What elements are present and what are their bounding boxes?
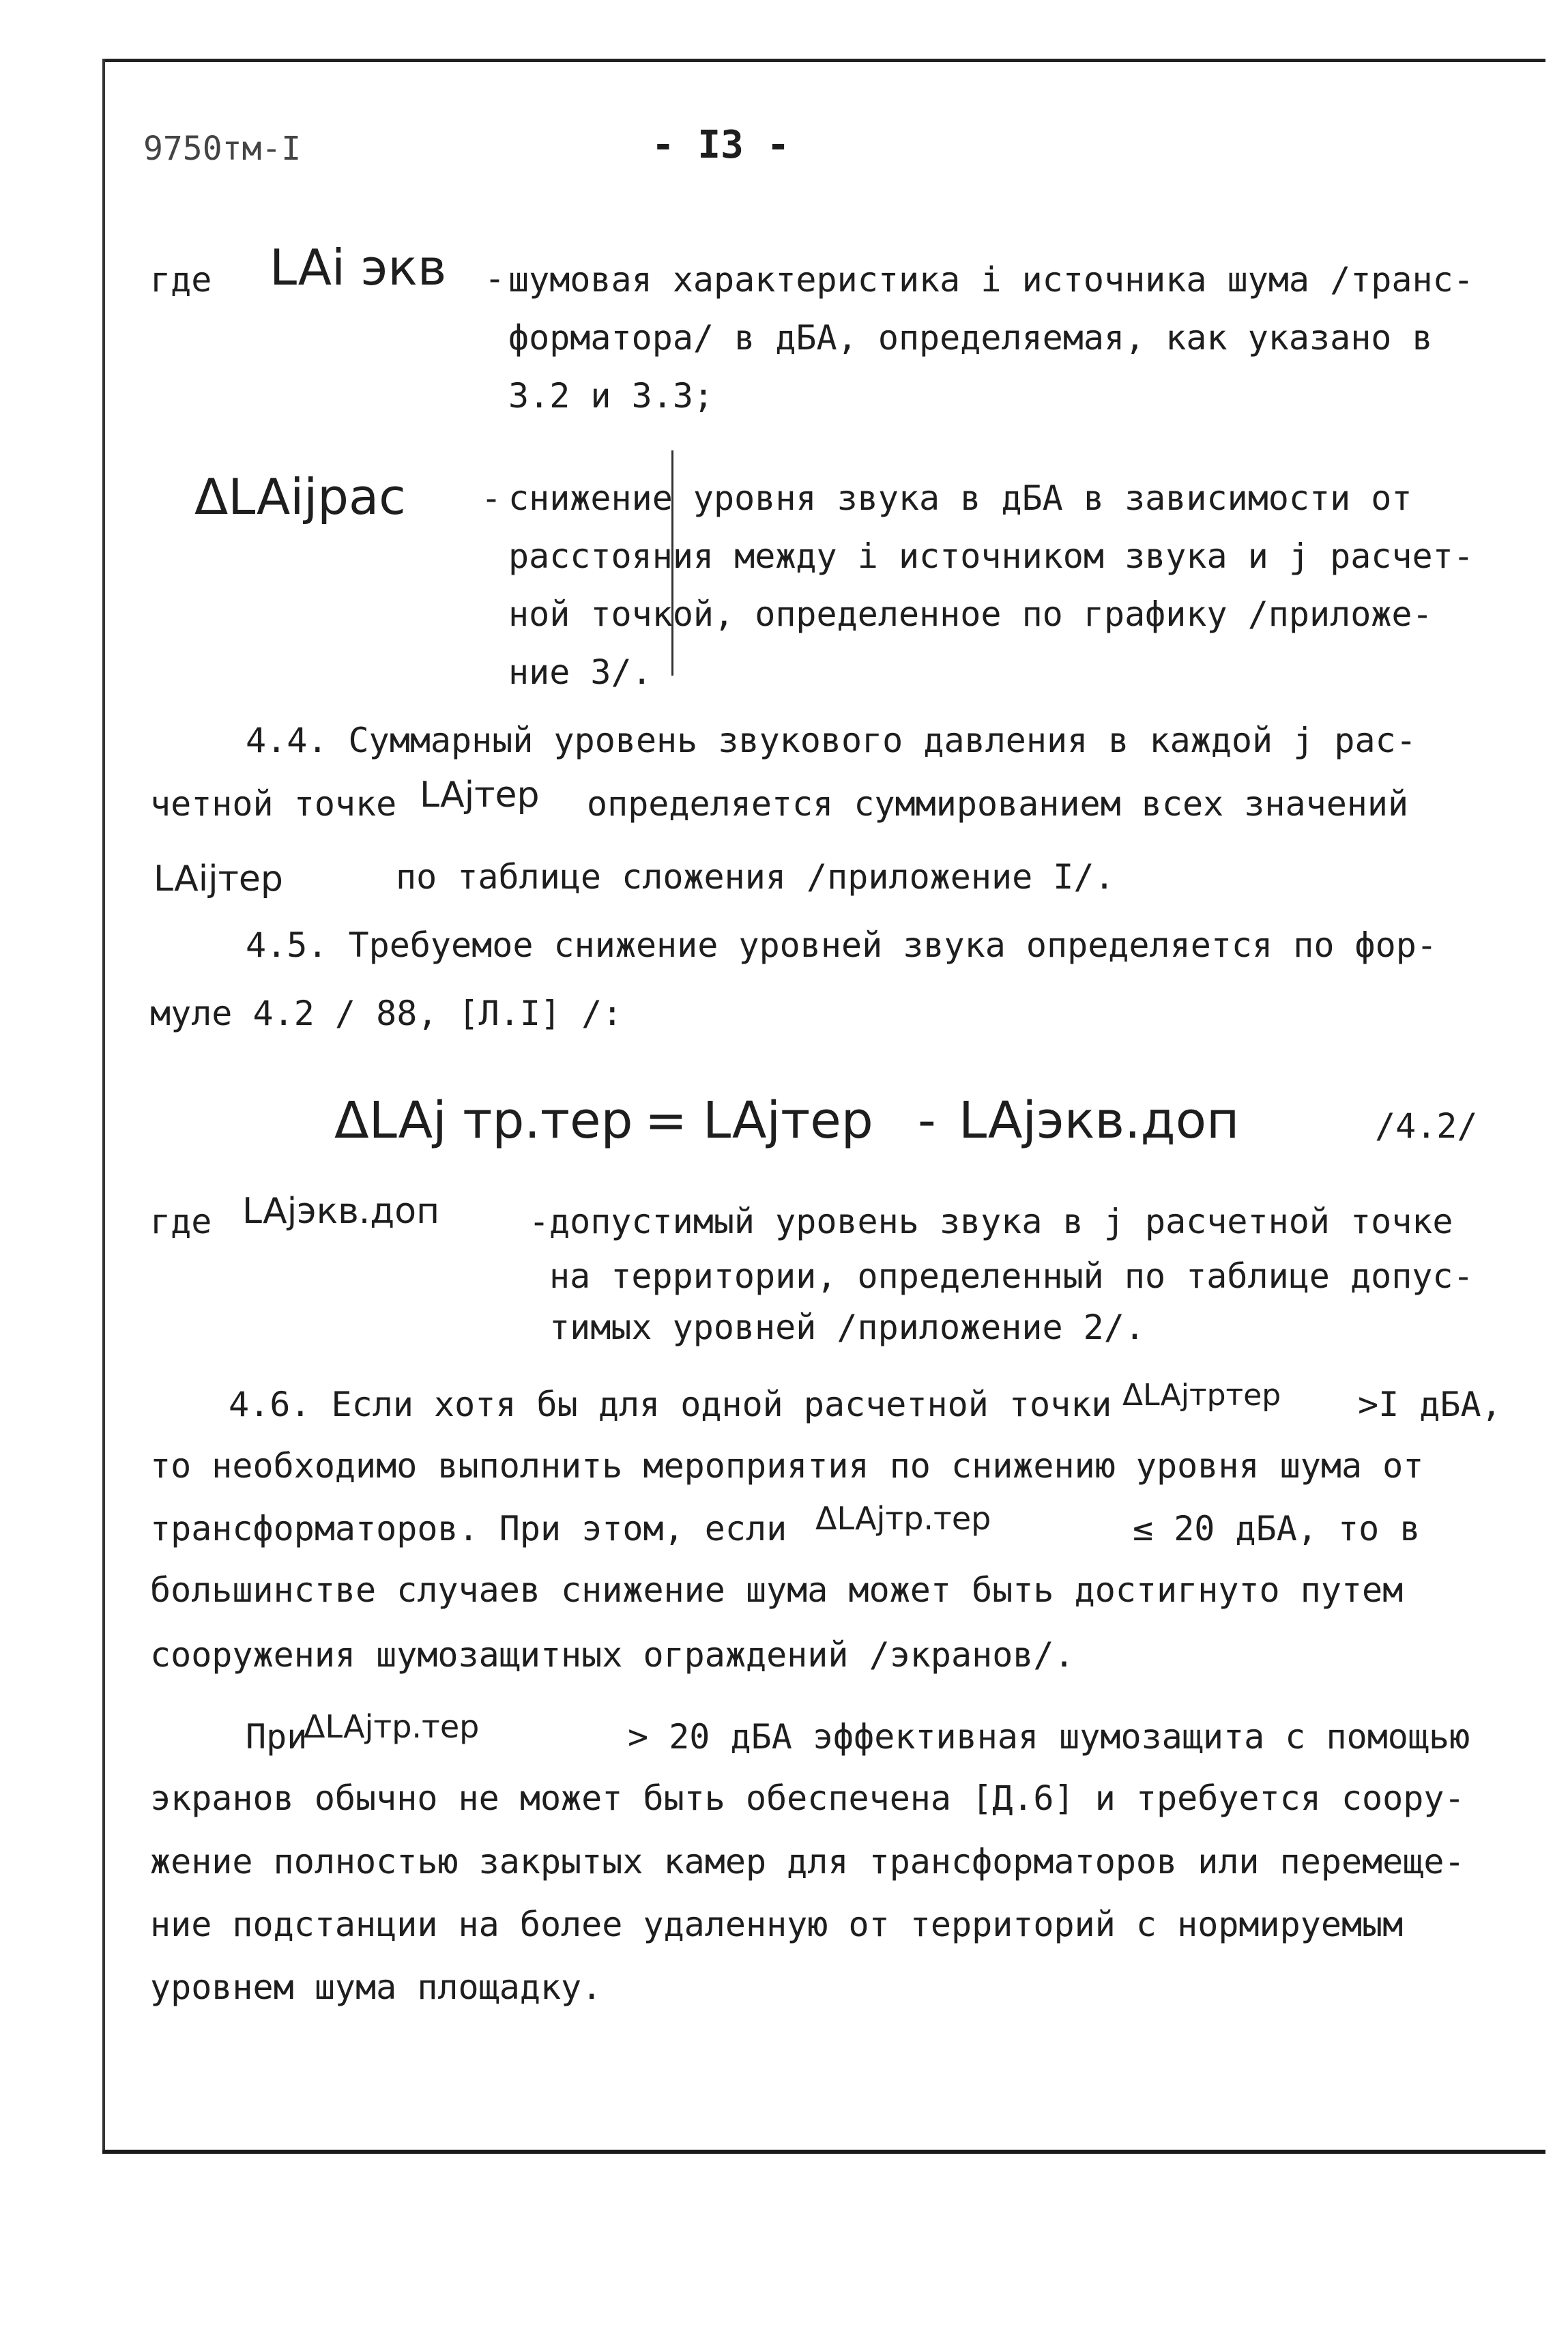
p46-line-3-symbol: ΔLAjтр.тер (815, 1500, 991, 1537)
p47-line-4: ние подстанции на более удаленную от территорий с нормируемым (150, 1905, 1404, 1944)
page-frame-top (102, 59, 1545, 62)
def2-dash: - (481, 478, 502, 518)
def3-line-2: на территории, определенный по таблице допус- (549, 1256, 1474, 1296)
p44-line-1: 4.4. Суммарный уровень звукового давления в каждой j рас- (246, 721, 1417, 760)
p44-line-2b: определяется суммированием всех значений (587, 784, 1409, 824)
formula-rhs-1: LAjтер (703, 1091, 873, 1150)
p47-line-1b: > 20 дБА эффективная шумозащита с помощью (628, 1717, 1470, 1757)
p47-line-2: экранов обычно не может быть обеспечена [Д.6] и требуется соору- (150, 1778, 1465, 1818)
page-frame-left (102, 59, 105, 2154)
def3-symbol: LAjэкв.доп (242, 1191, 440, 1232)
def2-line-2: расстояния между i источником звука и j расчет- (508, 536, 1474, 576)
p47-line-3: жение полностью закрытых камер для трансформаторов или перемеще- (150, 1842, 1465, 1881)
p44-line-3b: по таблице сложения /приложение I/. (396, 857, 1115, 897)
p47-line-1a: При (246, 1717, 308, 1757)
p45-line-2: муле 4.2 / 88, [Л.I] /: (150, 994, 623, 1033)
def3-line-1: допустимый уровень звука в j расчетной точке (549, 1202, 1453, 1241)
p44-line-3-symbol: LAijтер (154, 859, 283, 899)
def2-line-3: ной точкой, определенное по графику /приложе- (508, 594, 1433, 634)
def3-line-3: тимых уровней /приложение 2/. (549, 1308, 1145, 1347)
margin-mark (671, 450, 673, 676)
p46-line-5: сооружения шумозащитных ограждений /экранов/. (150, 1635, 1075, 1675)
p46-line-1b: >I дБА, (1358, 1385, 1502, 1424)
p46-line-2: то необходимо выполнить мероприятия по снижению уровня шума от (150, 1446, 1424, 1486)
def2-symbol: ΔLAijрас (194, 468, 406, 525)
document-code: 9750тм-I (143, 130, 302, 168)
p46-line-4: большинстве случаев снижение шума может быть достигнуто путем (150, 1570, 1404, 1610)
p45-line-1: 4.5. Требуемое снижение уровней звука определяется по фор- (246, 925, 1437, 965)
def2-line-4: ние 3/. (508, 652, 652, 692)
p46-line-1-symbol: ΔLAjтртер (1122, 1378, 1281, 1413)
p44-line-2-symbol: LAjтер (420, 775, 540, 816)
page-frame-bottom (102, 2150, 1545, 2154)
def1-symbol: LAi экв (270, 239, 447, 296)
page-number: - I3 - (652, 123, 790, 167)
def1-dash: - (484, 259, 506, 298)
def1-prefix: где (150, 260, 212, 300)
formula-number: /4.2/ (1375, 1106, 1478, 1146)
def1-line-1: шумовая характеристика i источника шума /транс- (508, 260, 1474, 300)
p47-line-5: уровнем шума площадку. (150, 1967, 602, 2007)
def3-prefix: где (150, 1202, 212, 1241)
def1-line-2: форматора/ в дБА, определяемая, как указано в (508, 318, 1433, 358)
formula-minus: - (918, 1091, 936, 1150)
def1-line-3: 3.2 и 3.3; (508, 376, 714, 416)
p46-line-1a: 4.6. Если хотя бы для одной расчетной точки (229, 1385, 1112, 1424)
formula-rhs-2: LAjэкв.доп (959, 1091, 1240, 1150)
p46-line-3a: трансформаторов. При этом, если (150, 1509, 787, 1548)
formula-equals: = (645, 1091, 688, 1150)
def3-dash: - (529, 1202, 550, 1241)
formula-lhs: ΔLAj тр.тер (334, 1091, 633, 1150)
def2-line-1: снижение уровня звука в дБА в зависимости от (508, 478, 1412, 518)
p47-line-1-symbol: ΔLAjтр.тер (304, 1708, 480, 1745)
p46-line-3b: ≤ 20 дБА, то в (1133, 1509, 1421, 1548)
p44-line-2a: четной точке (150, 784, 397, 824)
